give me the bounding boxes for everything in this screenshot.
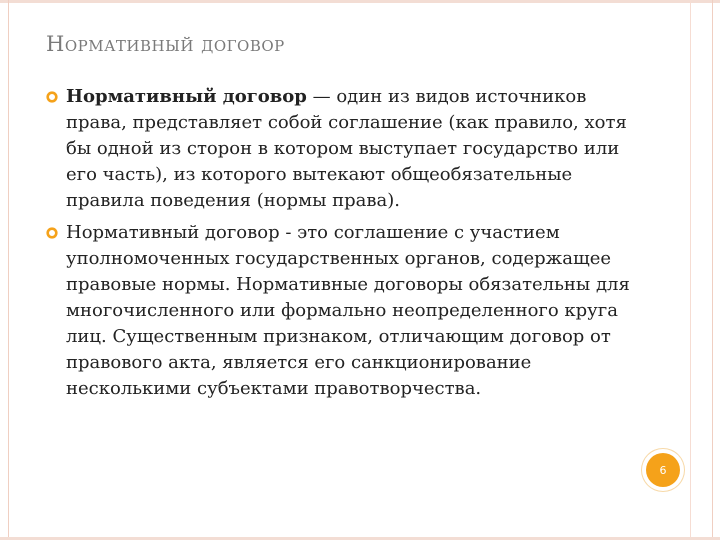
- bullet-term: Нормативный договор: [66, 86, 307, 107]
- page-number: 6: [659, 463, 667, 477]
- frame-right-inner-line: [690, 0, 691, 540]
- frame-right-outer-line: [712, 0, 713, 540]
- frame-top-border: [0, 0, 720, 3]
- bullet-text: Нормативный договор - это соглашение с участием уполномоченных государственных органов, содержащее правовые нормы. Нормативные договоры обязательны для многочисленного или формально неопределенного круга лиц. Существенным признаком, отличающим договор от правового акта, является его санкционирование несколькими субъектами правотворчества.: [66, 222, 630, 399]
- bullet-text: — один из видов источников права, представляет собой соглашение (как правило, хотя бы одной из сторон в котором выступает государство или его часть), из которого вытекают общеобязательные правила поведения (нормы права).: [66, 86, 627, 211]
- bullet-ring-icon: [46, 227, 58, 239]
- bullet-ring-icon: [46, 91, 58, 103]
- slide-title: Нормативный договор: [46, 32, 285, 56]
- slide-content: [46, 84, 636, 408]
- bullet-item-1: [46, 84, 636, 214]
- page-number-badge: [646, 453, 680, 487]
- bullet-item-2: [46, 220, 636, 402]
- frame-left-line: [8, 0, 9, 540]
